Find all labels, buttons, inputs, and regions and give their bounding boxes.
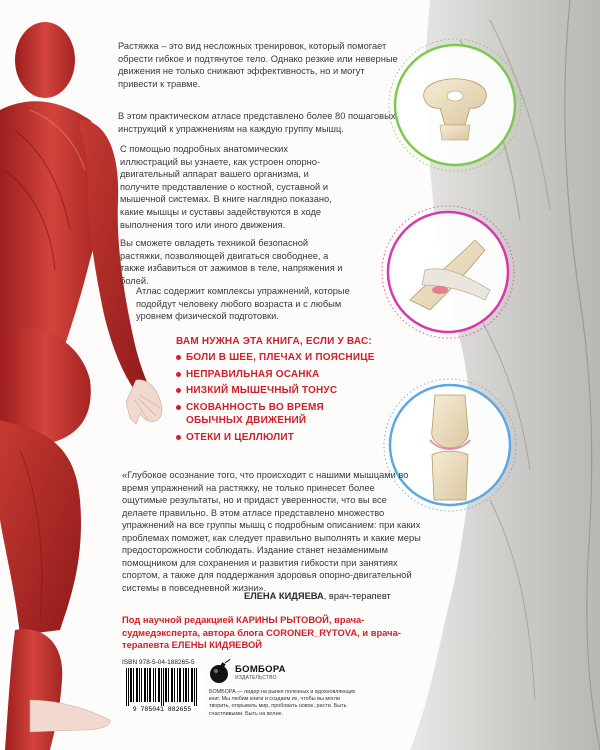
publisher-name: БОМБОРА: [235, 663, 286, 675]
bullet-dot-icon: [176, 388, 181, 393]
quote-author-name: ЕЛЕНА КИДЯЕВА: [244, 591, 324, 601]
need-list-heading: ВАМ НУЖНА ЭТА КНИГА, ЕСЛИ У ВАС:: [176, 336, 372, 347]
need-this-book-list: [176, 336, 376, 447]
bullet-dot-icon: [176, 372, 181, 377]
barcode-image: [122, 668, 202, 712]
bullet-dot-icon: [176, 405, 181, 410]
barcode-digits: 9 785041 882655: [132, 706, 192, 712]
need-list-item: [176, 401, 376, 428]
bombora-bomb-icon: [209, 659, 231, 685]
need-list-item-label: ОТЕКИ И ЦЕЛЛЮЛИТ: [186, 431, 295, 443]
bullet-dot-icon: [176, 435, 181, 440]
scientific-editors: Под научной редакцией КАРИНЫ РЫТОВОЙ, врача-судмедэксперта, автора блога CORONER_RYTOVA, и врача-терапевта ЕЛЕНЫ КИДЯЕВОЙ: [122, 614, 401, 651]
need-list-item: [176, 384, 376, 398]
intro-paragraph-5: Атлас содержит комплексы упражнений, которые подойдут человеку любого возраста и с любым уровнем физической подготовки.: [136, 286, 350, 322]
need-list-item: [176, 431, 376, 445]
publisher-description: БОМБОРА — лидер на рынке полезных и вдохновляющих книг. Мы любим книги и создаем их, чтобы вы могли творить, открывать мир, пробовать новое, расти. Быть счастливыми. Быть на волне.: [209, 689, 356, 717]
expert-quote: «Глубокое осознание того, что происходит с нашими мышцами во время упражнений на растяжку, не только принесет более ощутимые результаты, но и придаст уверенности, что вы все делаете правильно. В этом атласе представлено множество упражнений на все группы мышц с подробным описанием: при каких проблемах поможет, как следует правильно выполнять и какие меры предосторожности соблюдать. Издание станет незаменимым помощником для сохранения и развития гибкости при занятиях спортом, а также для поддержания здоровья опорно-двигательной системы в повседневной жизни».: [122, 470, 421, 593]
need-list-item-label: НИЗКИЙ МЫШЕЧНЫЙ ТОНУС: [186, 385, 338, 396]
quote-author-role: , врач-терапевт: [323, 591, 391, 601]
intro-paragraph-2: В этом практическом атласе представлено более 80 пошаговых инструкций к упражнениям на каждую группу мышц.: [118, 111, 396, 134]
quote-author: [244, 591, 391, 601]
intro-paragraph-3: С помощью подробных анатомических иллюстраций вы узнаете, как устроен опорно-двигательный аппарат вашего организма, и получите представление о костной, суставной и мышечной системах. В книге наглядно показано, какие мышцы и суставы задействуются в ходе выполнения того или иного движения.: [120, 144, 332, 230]
publisher-subtitle: ИЗДАТЕЛЬСТВО: [235, 674, 277, 681]
need-list-item: [176, 351, 376, 365]
publisher-logo: [209, 659, 329, 685]
intro-paragraph-4: Вы сможете овладеть техникой безопасной растяжки, позволяющей двигаться свободнее, а также избавиться от зажимов в теле, напряжения и болей.: [120, 238, 343, 286]
need-list-item-label: НЕПРАВИЛЬНАЯ ОСАНКА: [186, 368, 320, 380]
barcode-block: [122, 659, 202, 719]
intro-paragraph-1: Растяжка – это вид несложных тренировок, который помогает обрести гибкое и подтянутое тело. Однако резкие или неверные движения не только снижают эффективность, но и могут привести к травме.: [118, 41, 398, 89]
bullet-dot-icon: [176, 355, 181, 360]
need-list-item-label: БОЛИ В ШЕЕ, ПЛЕЧАХ И ПОЯСНИЦЕ: [186, 352, 375, 363]
isbn-number: ISBN 978-5-04-188265-5: [122, 659, 195, 666]
need-list-item-label: СКОВАННОСТЬ ВО ВРЕМЯ ОБЫЧНЫХ ДВИЖЕНИЙ: [186, 401, 324, 426]
need-list-item: [176, 368, 376, 382]
